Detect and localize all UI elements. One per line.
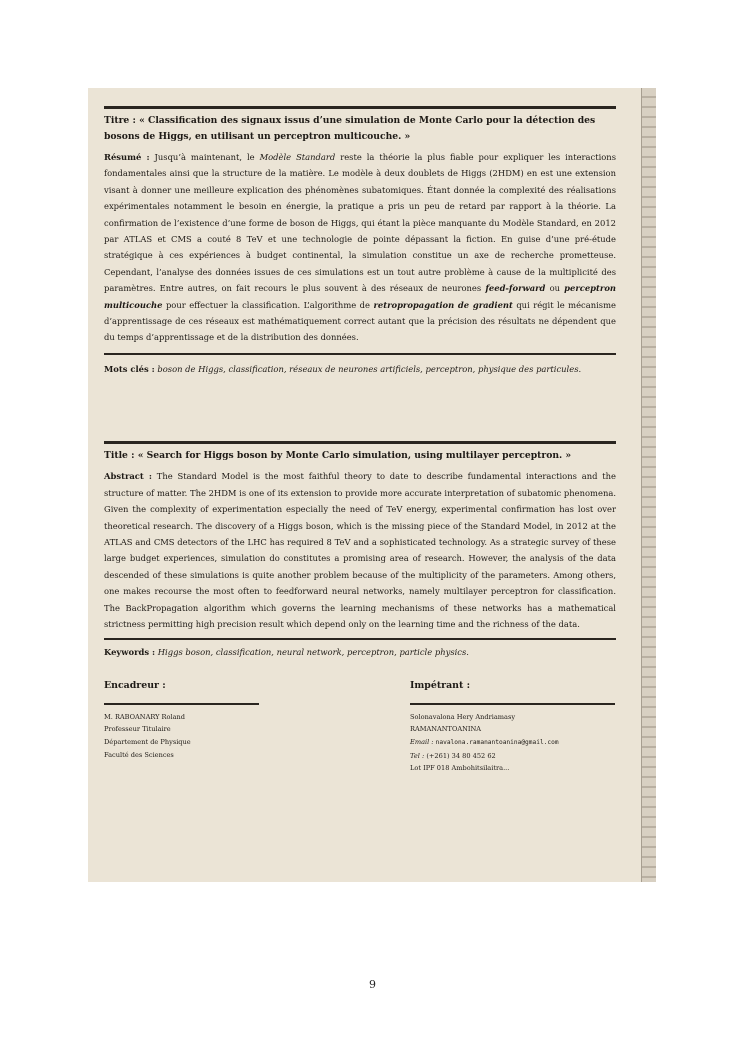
- candidate-address: Lot IPF 018 Ambohitsilaitra...: [410, 764, 510, 773]
- french-title-label: Titre :: [104, 115, 136, 126]
- rule-top: [104, 106, 616, 109]
- french-title-text: « Classification des signaux issus d’une simulation de Monte Carlo pour la détection des bosons de Higgs, en utilisant un perceptron multicouche. »: [104, 115, 596, 142]
- candidate-email-label: Email :: [410, 737, 434, 746]
- candidate-email: navalona.ramanantoanina@gmail.com: [435, 738, 559, 746]
- scanned-page: [88, 88, 656, 882]
- french-abstract: [104, 149, 616, 346]
- candidate-tel-line: [410, 750, 620, 763]
- fr-abs-part: ou: [545, 283, 565, 294]
- english-title-text: « Search for Higgs boson by Monte Carlo simulation, using multilayer perceptron. »: [137, 450, 572, 462]
- candidate-email-line: [410, 736, 620, 750]
- candidate-rule: [410, 703, 615, 705]
- binder-edge: [641, 88, 656, 882]
- fr-abs-part: retropropagation de gradient: [373, 299, 513, 310]
- fr-abs-part: feed-forward: [485, 283, 546, 294]
- candidate-tel: (+261) 34 80 452 62: [426, 751, 496, 760]
- fr-abs-part: Modèle Standard: [259, 152, 336, 162]
- english-abstract-text: The Standard Model is the most faithful theory to date to describe fundamental interactions and the structure of matter. The 2HDM is one of its extension to provide more accurate interpretation of subatomic phenomena. Given the complexity of experimentation especially the need of TeV energy, experimental confirmation has lost over theoretical research. The discovery of a Higgs boson, which is the missing piece of the Standard Model, in 2012 at the ATLAS and CMS detectors of the LHC has required 8 TeV and a sophisticated technology. As a strategic survey of these large budget experiences, simulation do constitutes a promising area of research. However, the analysis of the data descended of these simulations is quite another problem because of the multiplicity of the parameters. Among others, one makes recourse the most often to feedforward neural networks, namely multilayer perceptron for classification. The BackPropagation algorithm which governs the learning mechanisms of these networks has a mathematical strictness permitting high precision result which depend only on the learning time and the richness of the data.: [104, 471, 616, 629]
- signature-block: [104, 677, 616, 797]
- candidate-surname: RAMANANTOANINA: [410, 725, 482, 734]
- english-abstract-label: Abstract :: [104, 471, 152, 482]
- fr-abs-part: perceptron multicouche: [104, 283, 616, 310]
- candidate-tel-label: Tel :: [410, 751, 425, 760]
- fr-abs-part: Jusqu’à maintenant, le: [149, 152, 260, 162]
- page-number: 9: [369, 978, 376, 991]
- candidate-column: [410, 677, 620, 775]
- scan-content: [104, 106, 616, 797]
- supervisor-column: [104, 677, 304, 761]
- english-keywords: [104, 644, 616, 660]
- fr-abs-part: pour effectuer la classification. L’algorithme de: [162, 299, 374, 310]
- candidate-given-names: Solonavalona Hery Andriamasy: [410, 712, 516, 721]
- supervisor-heading: Encadreur :: [104, 679, 166, 691]
- supervisor-rule: [104, 703, 259, 705]
- french-keywords: [104, 361, 616, 377]
- candidate-heading: Impétrant :: [410, 679, 471, 691]
- supervisor-role: Professeur Titulaire: [104, 725, 171, 734]
- french-keywords-label: Mots clés :: [104, 363, 155, 374]
- english-keywords-label: Keywords :: [104, 647, 156, 658]
- fr-abs-part: qui régit le mécanisme d’apprentissage de ces réseaux est mathématiquement correct autant que la précision des résultats ne dépendent que du temps d’apprentissage et de la distribution des données.: [104, 299, 616, 343]
- fr-abs-part: reste la théorie la plus fiable pour expliquer les interactions fondamentales ainsi que la structure de la matière. Le modèle à deux doublets de Higgs (2HDM) en est une extension visant à donner une meilleure explication des phénomènes subatomiques. Étant donnée la complexité des réalisations expérimentales notamment le besoin en énergie, la pratique a pris un peu de retard par rapport à la théorie. La confirmation de l’existence d’une forme de boson de Higgs, qui étant la pièce manquante du Modèle Standard, en 2012 par ATLAS et CMS a couté 8 TeV et une technologie de pointe dépassant la fiction. En guise d’une pré-étude stratégique à ces expériences à budget continental, la simulation constitue un axe de recherche prometteuse. Cependant, l’analyse des données issues de ces simulations est un tout autre problème à cause de la multiplicité des paramètres. Entre autres, on fait recours le plus souvent à des réseaux de neurones: [104, 152, 616, 294]
- english-title: [104, 448, 616, 464]
- english-keywords-text: Higgs boson, classification, neural network, perceptron, particle physics.: [155, 647, 469, 658]
- supervisor-faculty: Faculté des Sciences: [104, 750, 174, 759]
- supervisor-department: Département de Physique: [104, 737, 191, 746]
- english-abstract: [104, 468, 616, 632]
- supervisor-name: M. RABOANARY Roland: [104, 712, 185, 721]
- english-title-label: Title :: [104, 450, 135, 462]
- french-keywords-text: boson de Higgs, classification, réseaux de neurones artificiels, perceptron, physique des particules.: [154, 363, 582, 374]
- french-title: [104, 113, 616, 145]
- rule-en-title: [104, 441, 616, 444]
- french-abstract-label: Résumé :: [104, 152, 150, 162]
